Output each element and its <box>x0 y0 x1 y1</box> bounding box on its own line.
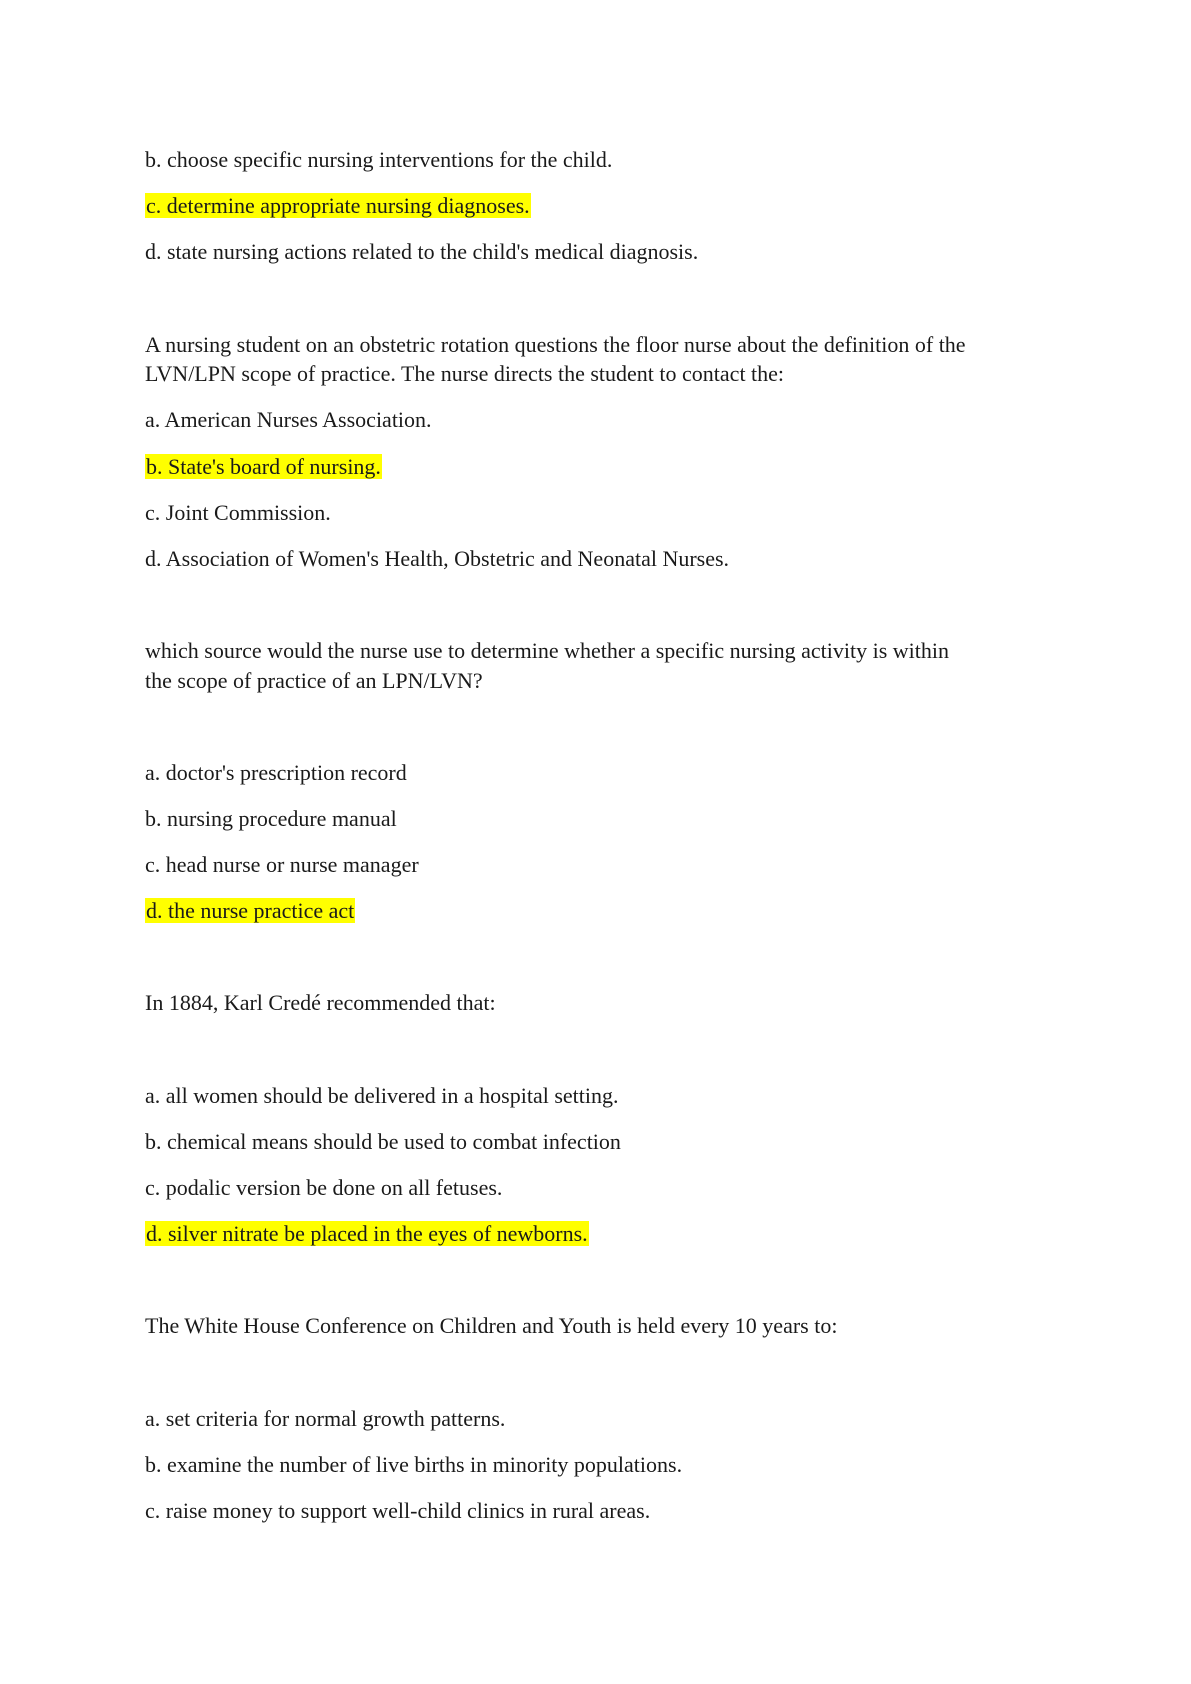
option-a: a. American Nurses Association. <box>145 407 432 432</box>
option-d: d. state nursing actions related to the child's medical diagnosis. <box>145 239 699 264</box>
answer-highlight: c. determine appropriate nursing diagnoses. <box>146 193 530 218</box>
question-stem: The White House Conference on Children and Youth is held every 10 years to: <box>145 1313 838 1338</box>
question-stem: A nursing student on an obstetric rotation questions the floor nurse about the definition of the <box>145 332 966 357</box>
option-b: b. examine the number of live births in minority populations. <box>145 1452 683 1477</box>
question-stem: which source would the nurse use to determine whether a specific nursing activity is within <box>145 638 950 663</box>
option-b: b. chemical means should be used to combat infection <box>145 1129 621 1154</box>
option-a: a. doctor's prescription record <box>145 760 407 785</box>
answer-highlight: b. State's board of nursing. <box>146 454 381 479</box>
answer-highlight: d. the nurse practice act <box>146 898 355 923</box>
option-c: c. Joint Commission. <box>145 500 331 525</box>
option-c-answer <box>145 191 531 221</box>
option-d: d. Association of Women's Health, Obstetric and Neonatal Nurses. <box>145 546 730 571</box>
option-d-answer <box>145 896 355 926</box>
option-a: a. all women should be delivered in a hospital setting. <box>145 1083 619 1108</box>
option-c: c. head nurse or nurse manager <box>145 852 419 877</box>
option-c: c. podalic version be done on all fetuses. <box>145 1175 503 1200</box>
question-stem: In 1884, Karl Credé recommended that: <box>145 990 496 1015</box>
option-c: c. raise money to support well-child clinics in rural areas. <box>145 1498 651 1523</box>
answer-highlight: d. silver nitrate be placed in the eyes of newborns. <box>146 1221 588 1246</box>
question-stem-continued: the scope of practice of an LPN/LVN? <box>145 668 483 693</box>
option-b-answer <box>145 452 382 482</box>
option-b: b. choose specific nursing interventions for the child. <box>145 147 613 172</box>
question-stem-continued: LVN/LPN scope of practice. The nurse directs the student to contact the: <box>145 361 785 386</box>
option-a: a. set criteria for normal growth patterns. <box>145 1406 506 1431</box>
option-d-answer <box>145 1219 589 1249</box>
option-b: b. nursing procedure manual <box>145 806 397 831</box>
